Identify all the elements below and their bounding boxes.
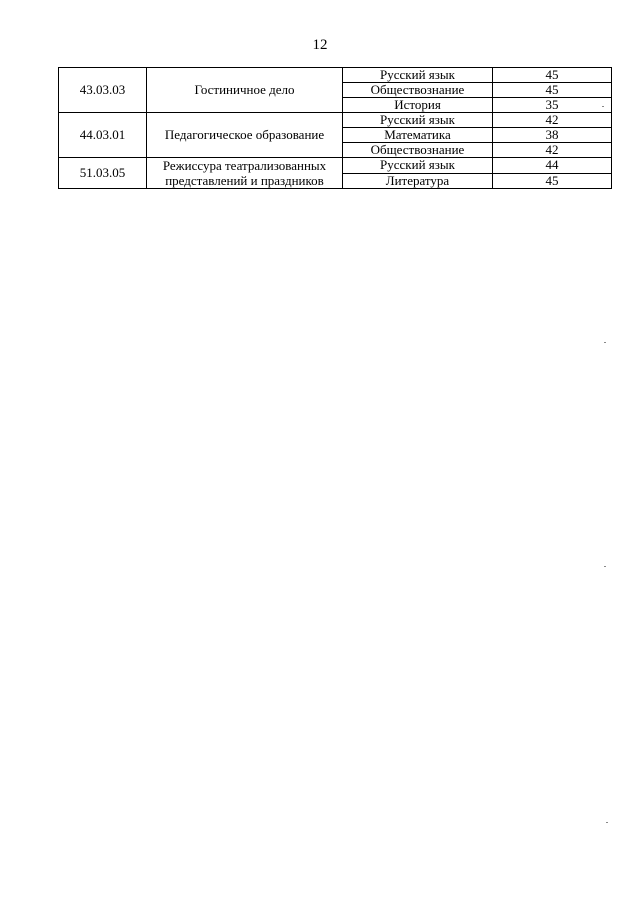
program-code: 43.03.03 <box>59 68 147 113</box>
table-row <box>59 158 612 174</box>
subject-name: Математика <box>343 128 493 143</box>
min-score: 42 <box>493 113 612 128</box>
min-score: 45 <box>493 173 612 189</box>
min-score: 38 <box>493 128 612 143</box>
scan-speck <box>604 566 606 567</box>
subject-name: Обществознание <box>343 143 493 158</box>
scan-speck <box>602 106 604 107</box>
subject-name: Литература <box>343 173 493 189</box>
admission-scores-table <box>58 67 612 189</box>
scan-speck <box>606 822 608 823</box>
table-row <box>59 68 612 83</box>
subject-name: Русский язык <box>343 113 493 128</box>
program-code: 51.03.05 <box>59 158 147 189</box>
subject-name: Русский язык <box>343 158 493 174</box>
program-name: Педагогическое образование <box>147 113 343 158</box>
table-row <box>59 113 612 128</box>
scan-speck <box>604 342 606 343</box>
program-code: 44.03.01 <box>59 113 147 158</box>
min-score: 44 <box>493 158 612 174</box>
subject-name: Русский язык <box>343 68 493 83</box>
min-score: 42 <box>493 143 612 158</box>
min-score: 35 <box>493 98 612 113</box>
program-name: Гостиничное дело <box>147 68 343 113</box>
min-score: 45 <box>493 68 612 83</box>
min-score: 45 <box>493 83 612 98</box>
subject-name: История <box>343 98 493 113</box>
page-number: 12 <box>312 37 328 53</box>
program-name: Режиссура театрализованных представлений и праздников <box>147 158 343 189</box>
subject-name: Обществознание <box>343 83 493 98</box>
